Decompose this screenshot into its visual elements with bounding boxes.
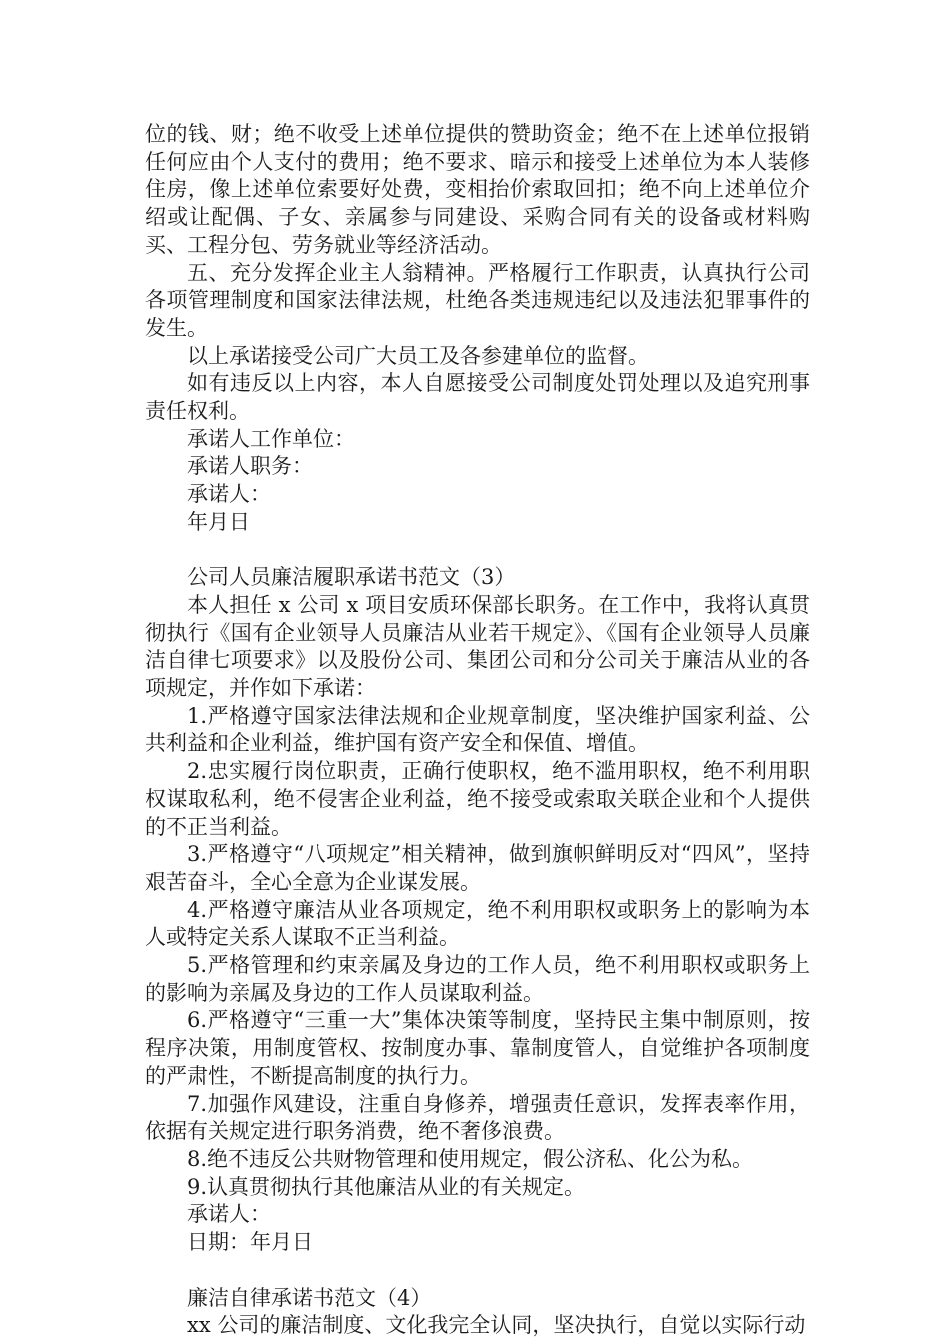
section3-item-6: 6.严格遵守“三重一大”集体决策等制度，坚持民主集中制原则，按程序决策，用制度管权、按制度办事、靠制度管人，自觉维护各项制度的严肃性，不断提高制度的执行力。: [145, 1008, 810, 1088]
section3-item-4: 4.严格遵守廉洁从业各项规定，绝不利用职权或职务上的影响为本人或特定关系人谋取不正当利益。: [145, 897, 810, 950]
section2-sign-position: 承诺人职务：: [187, 454, 313, 479]
section2-sign-date: 年月日: [187, 509, 250, 534]
section-spacer: [145, 537, 810, 565]
section2-supervision-statement: 以上承诺接受公司广大员工及各参建单位的监督。: [187, 343, 649, 368]
section3-item-7: 7.加强作风建设，注重自身修养，增强责任意识，发挥表率作用，依据有关规定进行职务消费，绝不奢侈浪费。: [145, 1091, 810, 1144]
section3-item-5: 5.严格管理和约束亲属及身边的工作人员，绝不利用职权或职务上的影响为亲属及身边的工作人员谋取利益。: [145, 953, 810, 1005]
section4-title: 廉洁自律承诺书范文（4）: [187, 1285, 432, 1310]
section3-title: 公司人员廉洁履职承诺书范文（3）: [187, 565, 516, 590]
section3-sign-name: 承诺人：: [187, 1202, 271, 1227]
section2-sign-unit: 承诺人工作单位：: [187, 426, 355, 451]
section2-sign-name: 承诺人：: [187, 482, 271, 507]
section3-item-1: 1.严格遵守国家法律法规和企业规章制度，坚决维护国家利益、公共利益和企业利益，维护国有资产安全和保值、增值。: [145, 703, 810, 756]
section2-clause-five: 五、充分发挥企业主人翁精神。严格履行工作职责，认真执行公司各项管理制度和国家法律法规，杜绝各类违规违纪以及违法犯罪事件的发生。: [145, 260, 810, 340]
section3-item-3: 3.严格遵守“八项规定”相关精神，做到旗帜鲜明反对“四风”，坚持艰苦奋斗，全心全意为企业谋发展。: [145, 842, 810, 894]
section-spacer: [145, 1257, 810, 1285]
section3-item-9: 9.认真贯彻执行其他廉洁从业的有关规定。: [187, 1174, 586, 1199]
section2-violation-statement: 如有违反以上内容，本人自愿接受公司制度处罚处理以及追究刑事责任权利。: [145, 371, 810, 424]
section3-sign-date: 日期：年月日: [187, 1230, 313, 1255]
section2-paragraph-continued: 位的钱、财；绝不收受上述单位提供的赞助资金；绝不在上述单位报销任何应由个人支付的费用；绝不要求、暗示和接受上述单位为本人装修住房，像上述单位索要好处费，变相抬价索取回扣；绝不向上述单位介绍或让配偶、子女、亲属参与同建设、采购合同有关的设备或材料购买、工程分包、劳务就业等经济活动。: [145, 122, 810, 257]
section3-item-8: 8.绝不违反公共财物管理和使用规定，假公济私、化公为私。: [187, 1147, 754, 1171]
document-page: [145, 121, 810, 1340]
section3-intro: 本人担任 x 公司 x 项目安质环保部长职务。在工作中，我将认真贯彻执行《国有企业领导人员廉洁从业若干规定》、《国有企业领导人员廉洁自律七项要求》以及股份公司、集团公司和分公司关于廉洁从业的各项规定，并作如下承诺：: [145, 592, 810, 701]
section4-intro: xx 公司的廉洁制度、文化我完全认同，坚决执行，自觉以实际行动: [187, 1313, 806, 1338]
section3-item-2: 2.忠实履行岗位职责，正确行使职权，绝不滥用职权，绝不利用职权谋取私利，绝不侵害企业利益，绝不接受或索取关联企业和个人提供的不正当利益。: [145, 759, 810, 839]
